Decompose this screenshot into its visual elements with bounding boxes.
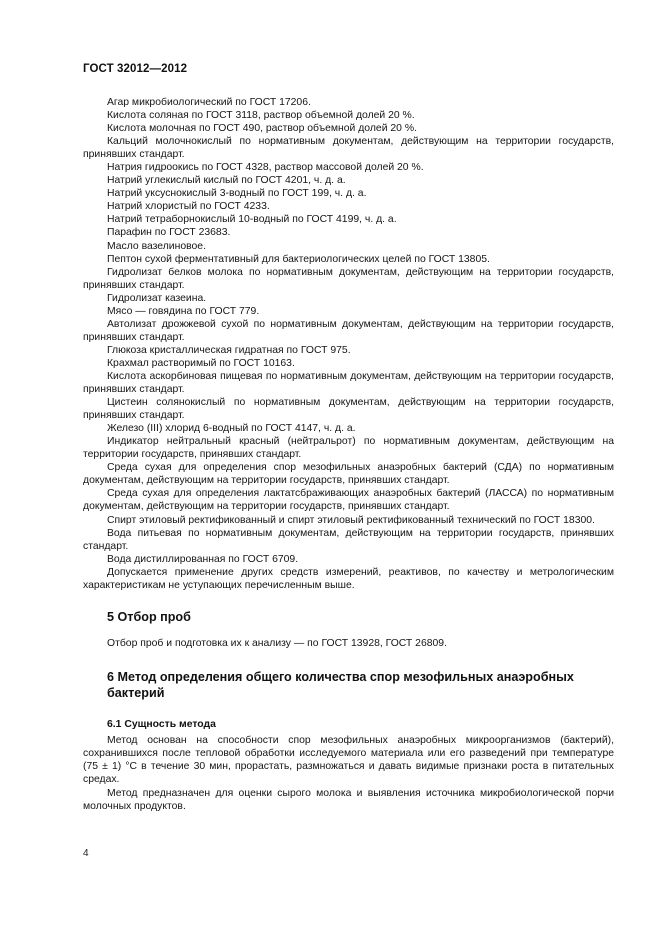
reagent-item: Натрий хлористый по ГОСТ 4233. [107,201,270,213]
reagent-item: Кислота аскорбиновая пищевая по нормативным документам, действующим на территории государств, принявших стандарт. [83,370,614,396]
reagent-item: Кальций молочнокислый по нормативным документам, действующим на территории государств, принявших стандарт. [83,136,614,161]
reagent-item: Гидролизат казеина. [107,292,207,304]
reagent-item: Мясо — говядина по ГОСТ 779. [107,305,260,317]
reagent-item: Вода дистиллированная по ГОСТ 6709. [107,553,299,565]
document-body [83,96,614,813]
reagent-item: Автолизат дрожжевой сухой по нормативным документам, действующим на территории государств, принявших стандарт. [83,318,614,343]
section-6-1-paragraph: Метод основан на способности спор мезофильных анаэробных микроорганизмов (бактерий), сохранившихся после тепловой обработки исследуемого материала или его разведений при температуре (75 ± 1) °С в течение 30 мин, прорастать, размножаться и давать видимые признаки роста в питательных средах. [83,735,614,786]
subsection-6-1-title: 6.1 Сущность метода [107,719,216,731]
reagent-item: Агар микробиологический по ГОСТ 17206. [107,97,311,108]
reagent-item: Допускается применение других средств измерений, реактивов, по качеству и метрологическим характеристикам не уступающих перечисленным выше. [83,566,614,591]
section-5-text: Отбор проб и подготовка их к анализу — по ГОСТ 13928, ГОСТ 26809. [107,638,447,650]
section-5-title: 5 Отбор проб [107,609,191,624]
reagent-item: Натрий тетраборнокислый 10-водный по ГОСТ 4199, ч. д. а. [107,214,397,226]
reagent-item: Масло вазелиновое. [107,240,206,252]
page-number: 4 [83,848,89,859]
reagent-item: Крахмал растворимый по ГОСТ 10163. [107,357,295,369]
section-6-title: 6 Метод определения общего количества спор мезофильных анаэробных бактерий [107,670,574,700]
reagent-item: Среда сухая для определения спор мезофильных анаэробных бактерий (СДА) по нормативным документам, действующим на территории государств, принявших стандарт. [83,462,614,487]
reagent-item: Гидролизат белков молока по нормативным документам, действующим на территории государств, принявших стандарт. [83,266,614,291]
reagent-item: Кислота молочная по ГОСТ 490, раствор объемной долей 20 %. [107,123,417,135]
standard-header: ГОСТ 32012—2012 [83,63,188,75]
reagent-item: Натрий уксуснокислый 3-водный по ГОСТ 199, ч. д. а. [107,188,367,200]
section-6-1-paragraph: Метод предназначен для оценки сырого молока и выявления источника микробиологической порчи молочных продуктов. [83,787,614,812]
reagent-item: Кислота соляная по ГОСТ 3118, раствор объемной долей 20 %. [107,110,415,122]
reagent-item: Глюкоза кристаллическая гидратная по ГОСТ 975. [107,344,351,356]
reagent-list [83,96,614,592]
reagent-item: Железо (III) хлорид 6-водный по ГОСТ 4147, ч. д. а. [107,423,356,435]
reagent-item: Пептон сухой ферментативный для бактериологических целей по ГОСТ 13805. [107,253,490,265]
reagent-item: Парафин по ГОСТ 23683. [107,227,231,239]
reagent-item: Цистеин солянокислый по нормативным документам, действующим на территории государств, принявших стандарт. [83,397,614,422]
reagent-item: Среда сухая для определения лактатсбраживающих анаэробных бактерий (ЛАССА) по нормативным документам, действующим на территории государств, принявших стандарт. [83,488,614,513]
reagent-item: Вода питьевая по нормативным документам, действующим на территории государств, принявших стандарт. [83,527,614,552]
reagent-item: Натрия гидроокись по ГОСТ 4328, раствор массовой долей 20 %. [107,162,424,174]
reagent-item: Натрий углекислый кислый по ГОСТ 4201, ч. д. а. [107,175,346,187]
reagent-item: Индикатор нейтральный красный (нейтральрот) по нормативным документам, действующим на территории государств, принявших стандарт. [83,436,614,461]
reagent-item: Спирт этиловый ректификованный и спирт этиловый ректификованный технический по ГОСТ 18300. [107,514,595,526]
